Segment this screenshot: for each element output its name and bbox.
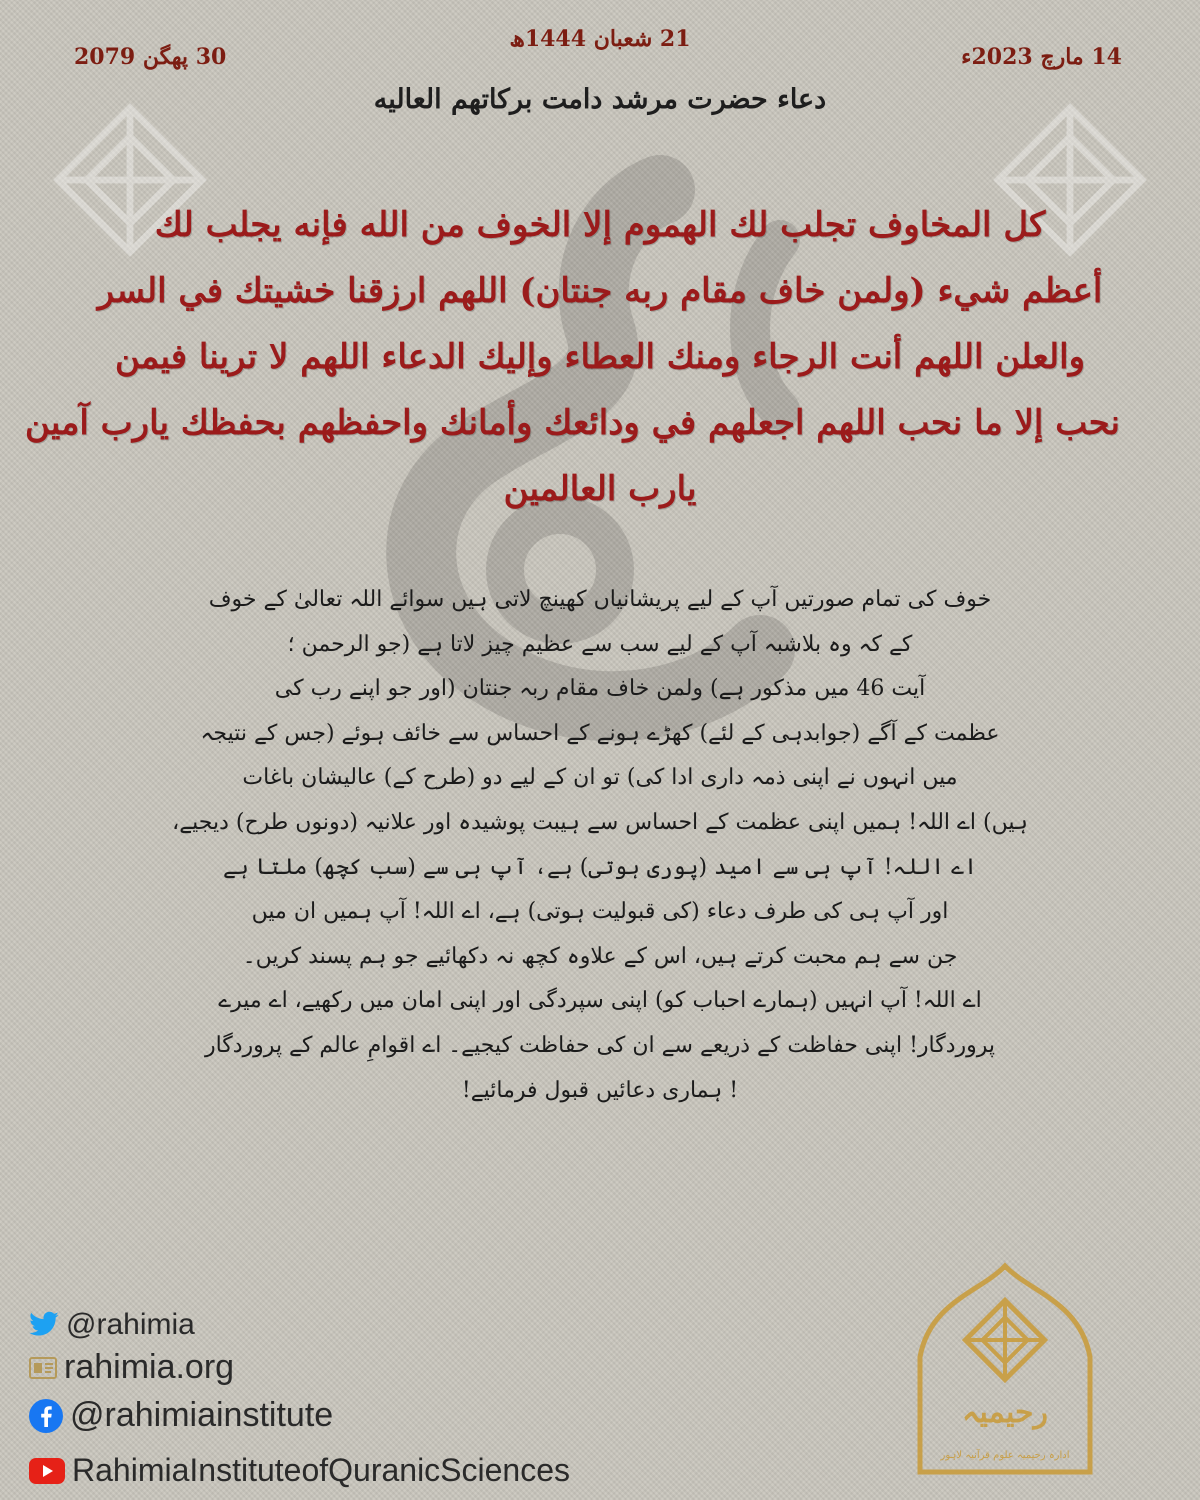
urdu-translation <box>150 578 1050 1113</box>
website-link[interactable] <box>28 1348 234 1387</box>
urdu-line: اے اللہ! آپ ہی سے امید (پوری ہوتی) ہے، آپ ہی سے (سب کچھ) ملتا ہے <box>223 854 977 880</box>
website-url: rahimia.org <box>64 1348 235 1386</box>
arabic-line: أعظم شيء (ولمن خاف مقام ربه جنتان) اللهم ارزقنا خشيتك في السر <box>97 271 1103 311</box>
urdu-line: خوف کی تمام صورتیں آپ کے لیے پریشانیاں کھینچ لاتی ہیں سوائے اللہ تعالیٰ کے خوف <box>208 587 992 612</box>
urdu-line: ہیں) اے اللہ! ہمیں اپنی عظمت کے احساس سے ہیبت پوشیدہ اور علانیہ (دونوں طرح) دیجیے، <box>172 809 1028 835</box>
twitter-icon <box>28 1311 60 1339</box>
page-title: دعاء حضرت مرشد دامت برکاتھم العالیه <box>373 84 827 115</box>
logo-name: رحیمیہ <box>961 1395 1049 1430</box>
urdu-line: ! ہماری دعائیں قبول فرمائیے! <box>461 1077 739 1103</box>
twitter-handle: @rahimia <box>66 1308 195 1341</box>
urdu-line: عظمت کے آگے (جوابدہی کے لئے) کھڑے ہونے کے احساس سے خائف ہوئے (جس کے نتیجہ <box>200 720 1000 746</box>
urdu-line: جن سے ہم محبت کرتے ہیں، اس کے علاوہ کچھ نہ دکھائیے جو ہم پسند کریں۔ <box>242 943 958 969</box>
facebook-handle: @rahimiainstitute <box>70 1396 334 1434</box>
rahimia-logo <box>900 1262 1110 1487</box>
twitter-link[interactable] <box>28 1308 195 1342</box>
web-icon <box>28 1355 58 1381</box>
youtube-icon <box>28 1457 66 1485</box>
facebook-link[interactable] <box>28 1396 333 1435</box>
urdu-line: کے کہ وہ بلاشبہ آپ کے لیے سب سے عظیم چیز لاتا ہے (جو الرحمن ؛ <box>287 631 913 657</box>
arabic-line: كل المخاوف تجلب لك الهموم إلا الخوف من الله فإنه يجلب لك <box>154 205 1046 245</box>
youtube-link[interactable] <box>28 1452 570 1489</box>
urdu-line: آیت 46 میں مذکور ہے) ولمن خاف مقام ربہ جنتان (اور جو اپنے رب کی <box>274 676 926 702</box>
bikrami-date: 30 پھگن 2079 <box>74 44 227 70</box>
urdu-line: میں انہوں نے اپنی ذمہ داری ادا کی) تو ان کے لیے دو (طرح کے) عالیشان باغات <box>242 765 958 791</box>
arabic-line: يارب العالمين <box>503 469 697 509</box>
hijri-date: 21 شعبان 1444ھ <box>509 26 691 52</box>
arabic-dua <box>25 192 1120 522</box>
youtube-channel: RahimiaInstituteofQuranicSciences <box>72 1452 571 1488</box>
logo-subtitle: ادارہ رحیمیہ علوم قرآنیہ لاہور <box>940 1450 1070 1461</box>
facebook-icon <box>28 1398 64 1434</box>
urdu-line: پروردگار! اپنی حفاظت کے ذریعے سے ان کی حفاظت کیجیے۔ اے اقوامِ عالم کے پروردگار <box>204 1032 996 1058</box>
urdu-line: اور آپ ہی کی طرف دعاء (کی قبولیت ہوتی) ہے، اے اللہ! آپ ہمیں ان میں <box>251 899 949 925</box>
arabic-line: نحب إلا ما نحب اللهم اجعلهم في ودائعك وأمانك واحفظهم بحفظك يارب آمين <box>25 403 1120 443</box>
arabic-line: والعلن اللهم أنت الرجاء ومنك العطاء وإليك الدعاء اللهم لا ترينا فيمن <box>114 337 1086 377</box>
urdu-line: اے اللہ! آپ انہیں (ہمارے احباب کو) اپنی سپردگی اور اپنی امان میں رکھیے، اے میرے <box>218 988 982 1014</box>
gregorian-date: 14 مارچ 2023ء <box>961 44 1122 70</box>
